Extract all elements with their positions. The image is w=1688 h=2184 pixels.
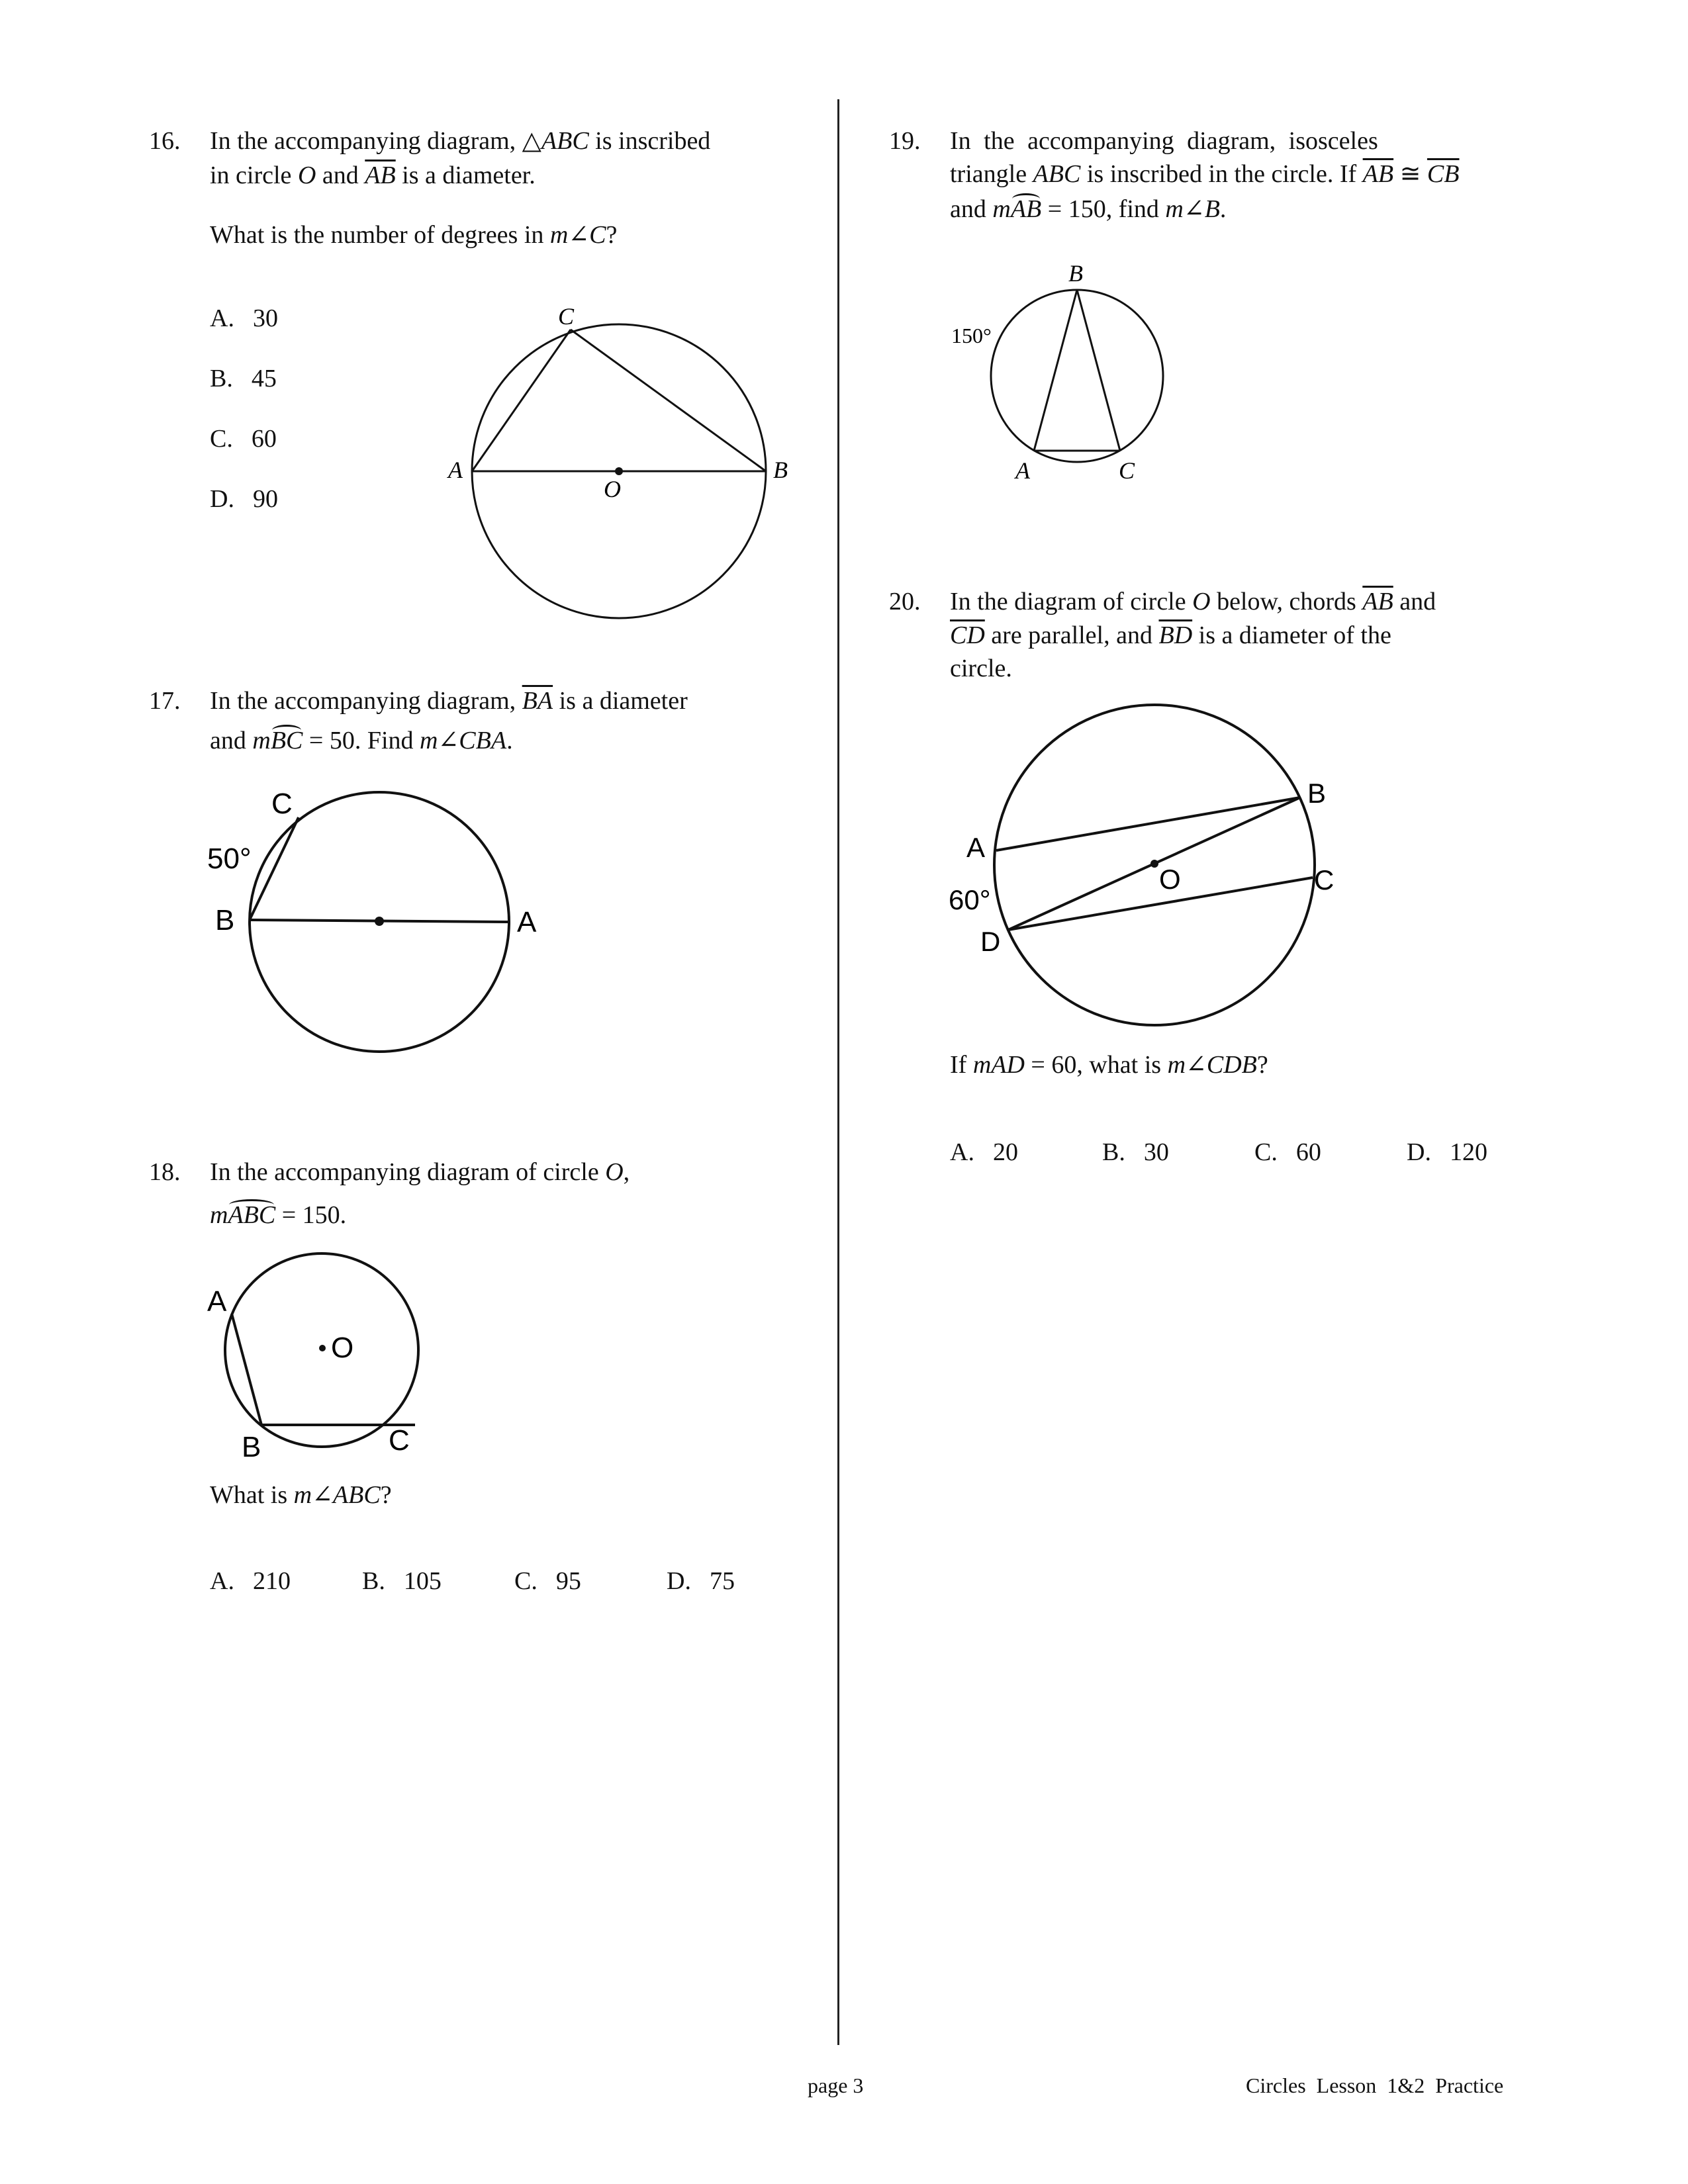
choice-b[interactable]: B. 105 (362, 1567, 442, 1595)
label-b: B (773, 457, 788, 483)
question-text-line2: mABC = 150. (210, 1198, 346, 1232)
question-text-line3: and mAB = 150, find m∠B. (950, 192, 1226, 226)
label-b: B (242, 1431, 261, 1463)
chord-ab (996, 797, 1300, 850)
question-text-line1: In the accompanying diagram, △ABC is inscribed (210, 127, 711, 155)
choice-c[interactable]: C. 60 (210, 425, 277, 453)
question-text-line3: circle. (950, 655, 1012, 682)
choice-c[interactable]: C. 95 (514, 1567, 581, 1595)
footer-title: Circles Lesson 1&2 Practice (1246, 2073, 1504, 2097)
question-number: 16. (149, 127, 181, 155)
label-b: B (215, 904, 235, 936)
label-c: C (558, 303, 575, 330)
choice-b[interactable]: B. 30 (1102, 1138, 1169, 1166)
choice-b[interactable]: B. 45 (210, 365, 277, 392)
label-d: D (980, 926, 1001, 957)
page-number: page 3 (808, 2073, 864, 2097)
center-dot (1150, 860, 1158, 868)
question-prompt: What is the number of degrees in m∠C? (210, 221, 618, 249)
question-text-line1: In the accompanying diagram of circle O, (210, 1158, 630, 1186)
choice-a[interactable]: A. 20 (950, 1138, 1018, 1166)
question-text-line2: in circle O and $\overline{AB}$ is a diameter. (210, 161, 536, 189)
label-c: C (389, 1424, 410, 1457)
question-number: 18. (149, 1158, 181, 1186)
choice-a[interactable]: A. 210 (210, 1567, 291, 1595)
question-prompt: If mAD = 60, what is m∠CDB? (950, 1051, 1268, 1079)
label-a: A (517, 906, 537, 938)
choice-d[interactable]: D. 90 (210, 485, 278, 513)
choice-d[interactable]: D. 75 (667, 1567, 735, 1595)
choice-d[interactable]: D. 120 (1407, 1138, 1487, 1166)
question-text-line2: $\overline{CD}$ are parallel, and $\overline{BD}$ is a diameter of the (950, 621, 1391, 649)
label-a: A (1015, 457, 1030, 484)
question-text-line2: and mBC = 50. Find m∠CBA. (210, 723, 513, 758)
label-o: O (1159, 864, 1181, 895)
label-c: C (1119, 457, 1135, 484)
label-angle: 50° (207, 842, 252, 875)
label-angle: 150° (951, 324, 992, 347)
question-text-line1: In the accompanying diagram, isosceles (950, 127, 1378, 155)
question-number: 19. (889, 127, 921, 155)
question-text-line1: In the accompanying diagram, $\overline{BA}$ is a diameter (210, 687, 688, 715)
choice-a[interactable]: A. 30 (210, 304, 278, 332)
label-o: O (604, 476, 621, 502)
label-angle: 60° (949, 884, 991, 915)
question-text-line1: In the diagram of circle O below, chords $\overline{AB}$ and (950, 588, 1436, 615)
choice-c[interactable]: C. 60 (1254, 1138, 1321, 1166)
question-text-line2: triangle ABC is inscribed in the circle. If $\overline{AB}$ ≅ $\overline{CB}$ (950, 160, 1460, 188)
question-number: 17. (149, 687, 181, 715)
label-b: B (1307, 778, 1327, 809)
label-a: A (207, 1285, 227, 1318)
label-o: O (331, 1332, 354, 1364)
label-c: C (271, 788, 293, 820)
question-prompt: What is m∠ABC? (210, 1481, 392, 1509)
label-b: B (1068, 260, 1083, 287)
label-a: A (966, 832, 986, 863)
question-number: 20. (889, 588, 921, 615)
label-c: C (1314, 864, 1335, 895)
label-a: A (448, 457, 463, 483)
